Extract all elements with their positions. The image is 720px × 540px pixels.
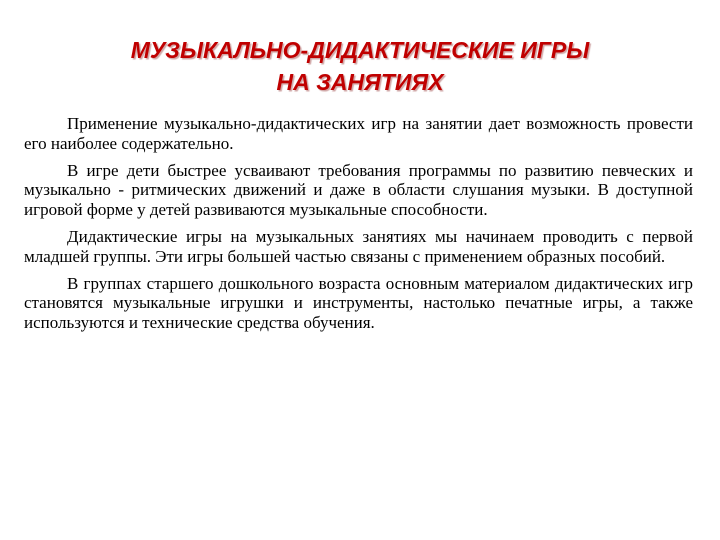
slide-title bbox=[30, 34, 690, 98]
paragraph-1: Применение музыкально-дидактических игр на занятии дает возможность провести его наиболее содержательно. bbox=[24, 114, 693, 153]
title-line-2: НА ЗАНЯТИЯХ bbox=[276, 69, 444, 95]
title-line-1: МУЗЫКАЛЬНО-ДИДАКТИЧЕСКИЕ ИГРЫ bbox=[130, 37, 590, 63]
slide-body bbox=[24, 114, 693, 340]
paragraph-2: В игре дети быстрее усваивают требования программы по развитию певческих и музыкально - ритмических движений и даже в области слушания музыки. В доступной игровой форме у детей развиваются музыкальные способности. bbox=[24, 160, 693, 220]
paragraph-3: Дидактические игры на музыкальных занятиях мы начинаем проводить с первой младшей группы. Эти игры большей частью связаны с применением образных пособий. bbox=[24, 226, 693, 266]
paragraph-4: В группах старшего дошкольного возраста основным материалом дидактических игр становятся музыкальные игрушки и инструменты, настолько печатные игры, а также используются и технические средства обучения. bbox=[24, 273, 693, 333]
